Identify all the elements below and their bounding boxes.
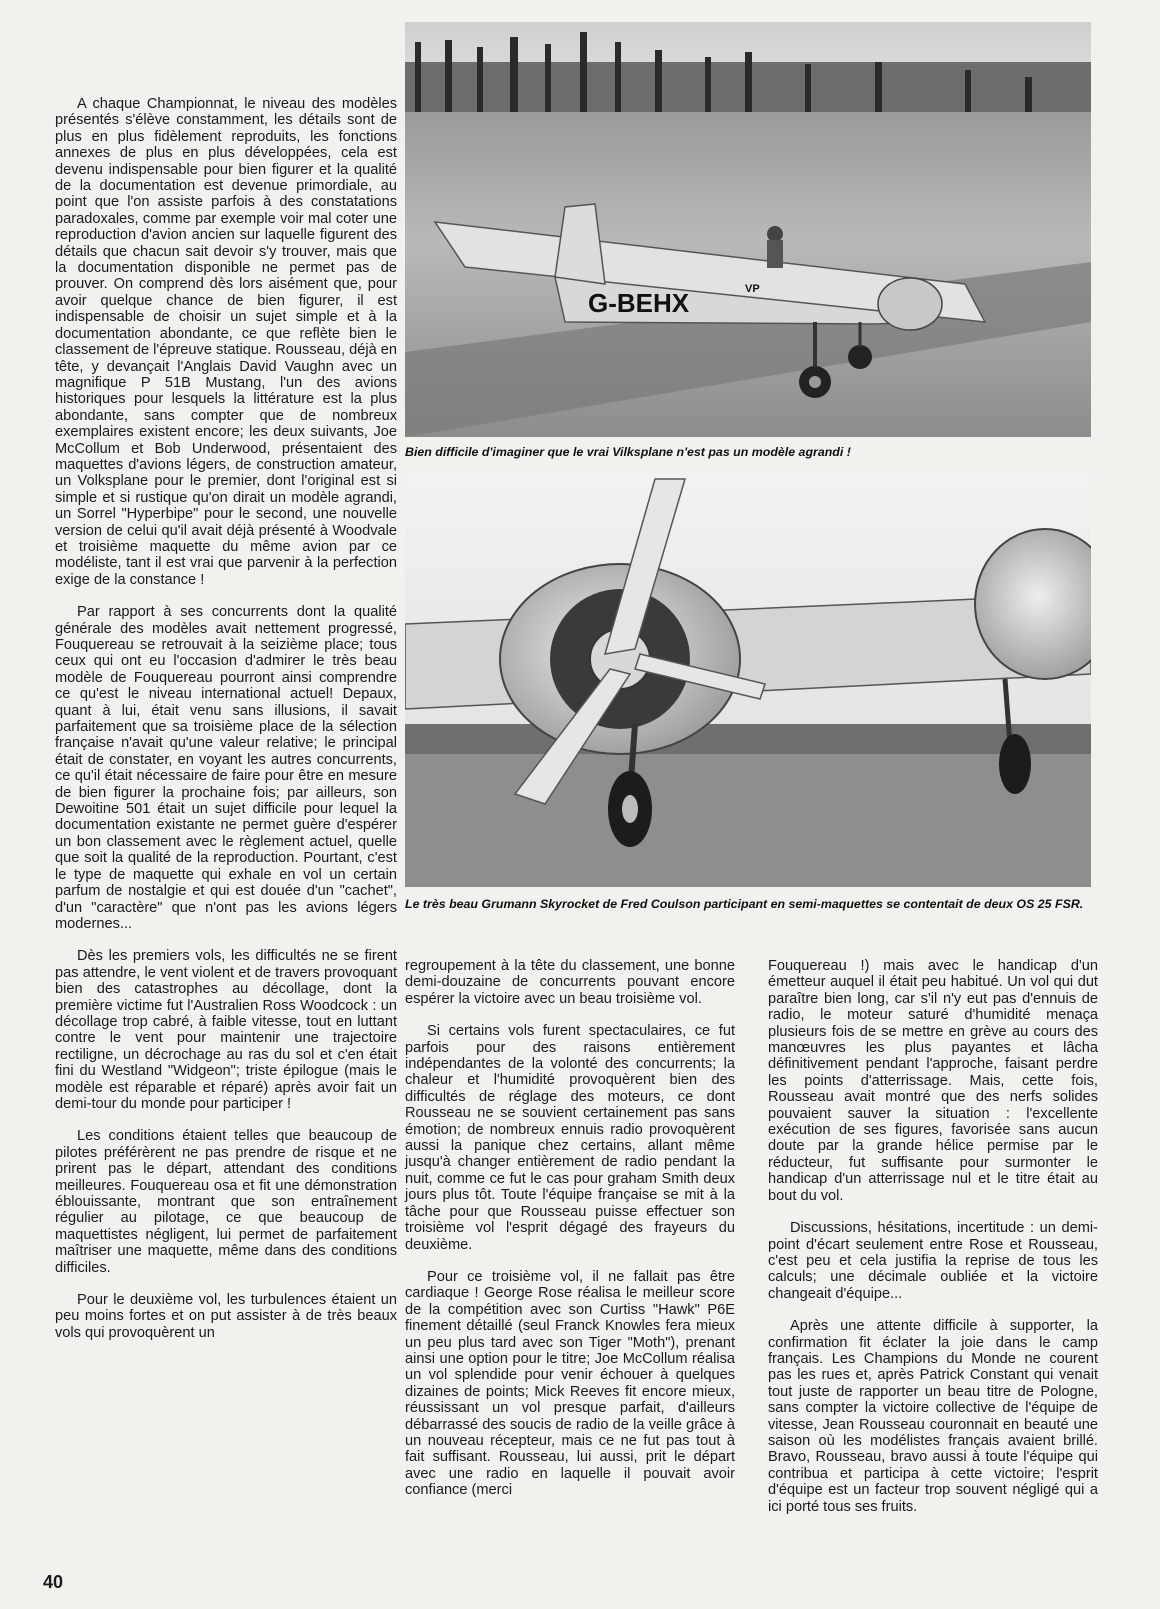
paragraph: Dès les premiers vols, les difficultés ne se firent pas attendre, le vent violent et de travers provoquant bien des catastrophes au décollage, dont la première victime fut l'Australien Ross Woodcock : un décollage trop cabré, à faible vitesse, tout en luttant contre le vent pour maintenir une trajectoire rectiligne, un décrochage au ras du sol et c'en était fini du Westland "Widgeon"; triste épilogue (mais le modèle est réparable et réparé) après avoir fait un demi-tour du monde pour participer ! — [55, 948, 397, 1112]
paragraph: Si certains vols furent spectaculaires, ce fut parfois pour des raisons entièrement indépendantes de la volonté des concurrents; la chaleur et l'humidité provoquèrent bien des difficultés de réglage des moteurs, ce dont Rousseau ne se souvient certainement pas sans émotion; de nombreux ennuis radio provoquèrent aussi la panique chez certains, allant même jusqu'à changer entièrement de radio pendant la nuit, comme ce fut le cas pour graham Smith deux jours plus tôt. Toute l'équipe française se mit à la tâche pour que Rousseau puisse effectuer son troisième vol l'esprit dégagé des frayeurs du deuxième. — [405, 1023, 735, 1253]
registration-marking: G-BEHX — [588, 288, 690, 318]
paragraph: A chaque Championnat, le niveau des modèles présentés s'élève constamment, les détails sont de plus en plus fidèlement reproduits, les fonctions annexes de plus en plus développées, cela est devenu indispensable pour bien figurer et la qualité de la documentation est devenue primordiale, au point que l'on assiste parfois à des constatations paradoxales, comme par exemple voir mal coter une reproduction d'avion ancien sur laquelle figurent des détails que chacun sait devoir s'y trouver, mais que la documentation disponible ne permet pas de prouver. On comprend dès lors aisément que, pour avoir quelque chance de bien figurer, il est indispensable de choisir un sujet simple et à la documentation abondante, ce que reflète bien le classement de l'épreuve statique. Rousseau, déjà en tête, y devançait l'Anglais David Vaughn avec un magnifique P 51B Mustang, l'un des avions historiques pour lesquels la littérature est la plus abondante, sans compter que de nombreux exemplaires existent encore; les deux suivants, Joe McCollum et Bob Underwood, présentaient des maquettes d'avions légers, de construction amateur, un Volksplane pour le premier, dont l'original est si simple et si rustique qu'on dirait un modèle agrandi, un Sorrel "Hyperbipe" pour le second, une nouvelle version de celui qu'il avait déjà présenté à Woodvale et troisième maquette du même avion par ce modéliste, tant il est vrai que parvenir à la perfection exige de la constance ! — [55, 96, 397, 588]
article-column-right — [768, 958, 1098, 1531]
paragraph: Après une attente difficile à supporter, la confirmation fit éclater la joie dans le camp français. Les Champions du Monde ne courent pas les rues et, après Patrick Constant qui venait tout juste de rapporter un beau titre de Pologne, sans compter la victoire collective de l'équipe de vitesse, Jean Rousseau couronnait en beauté une saison où les modélistes français avaient brillé. Bravo, Rousseau, bravo aussi à toute l'équipe qui contribua et participa à cette victoire; l'esprit d'équipe est un facteur trop souvent négligé qui a ici porté tous ses fruits. — [768, 1318, 1098, 1515]
badge-marking: VP — [745, 283, 760, 295]
paragraph: Les conditions étaient telles que beaucoup de pilotes préférèrent ne pas prendre de risque et ne prirent pas le départ, attendant des conditions meilleures. Fouquereau osa et fit une démonstration éblouissante, montrant que son entraînement régulier au pilotage, ce que beaucoup de maquettistes négligent, lui permet de parfaitement maîtriser une maquette, même dans des conditions difficiles. — [55, 1128, 397, 1276]
photo-caption: Le très beau Grumann Skyrocket de Fred Coulson participant en semi-maquettes se contentait de deux OS 25 FSR. — [405, 897, 1084, 911]
paragraph: regroupement à la tête du classement, une bonne demi-douzaine de concurrents pouvant encore espérer la victoire avec un beau troisième vol. — [405, 958, 735, 1007]
photo-volksplane — [405, 22, 1091, 437]
page-number: 40 — [43, 1572, 64, 1592]
skyrocket-illustration — [405, 474, 1091, 887]
paragraph: Discussions, hésitations, incertitude : un demi-point d'écart seulement entre Rose et Rousseau, c'est peu et cela justifia la reprise de tous les calculs; une décimale oubliée et la victoire changeait d'équipe... — [768, 1220, 1098, 1302]
article-column-middle — [405, 958, 735, 1515]
volksplane-illustration — [405, 22, 1091, 437]
paragraph: Pour ce troisième vol, il ne fallait pas être cardiaque ! George Rose réalisa le meilleur score de la compétition avec son Curtiss "Hawk" P6E finement détaillé (seul Franck Knowles fera mieux un peu plus tard avec son Tiger "Moth"), prenant ainsi une option pour le titre; Joe McCollum réalisa un vol splendide pour venir échouer à quelques dizaines de points; Mick Reeves fit encore mieux, réussissant un vol presque parfait, d'ailleurs débarrassé des soucis de radio de la veille grâce à un nouveau récepteur, mais ce ne fut pas tout à fait suffisant. Rousseau, lui aussi, prit le départ avec une radio en laquelle il pouvait avoir confiance (merci — [405, 1268, 735, 1499]
paragraph: Par rapport à ses concurrents dont la qualité générale des modèles avait nettement progressé, Fouquereau se retrouvait à la seizième place; tous ceux qui ont eu l'occasion d'admirer le très beau modèle de Fouquereau pourront ainsi comprendre ce qu'est le niveau international actuel! Depaux, quant à lui, était venu sans illusions, il savait parfaitement que sa troisième place de la sélection française n'avait qu'une valeur relative; le principal était de constater, en voyant les autres concurrents, ce qu'il était nécessaire de faire pour être en mesure de bien figurer la prochaine fois; par ailleurs, son Dewoitine 501 était un sujet difficile pour lequel la documentation existante ne permet guère d'espérer un bon classement avec le règlement actuel, quelle que soit la qualité de la reproduction. Pourtant, c'est le type de maquette qui exhale en vol un certain parfum de nostalgie et qui est douée d'un "cachet", d'un "caractère" que n'ont pas les avions légers modernes... — [55, 604, 397, 932]
photo-caption: Bien difficile d'imaginer que le vrai Vilksplane n'est pas un modèle agrandi ! — [405, 445, 851, 459]
paragraph: Pour le deuxième vol, les turbulences étaient un peu moins fortes et on put assister à de très beaux vols qui provoquèrent un — [55, 1292, 397, 1341]
article-column-left — [55, 96, 397, 1357]
photo-skyrocket — [405, 474, 1091, 887]
paragraph: Fouquereau !) mais avec le handicap d'un émetteur auquel il était peu habitué. Un vol qui dut paraître bien long, car s'il n'y eut pas d'ennuis de radio, le moteur saturé d'humidité menaça plusieurs fois de se mettre en grève au cours des manœuvres les plus payantes et lâcha définitivement pendant l'approche, faisant perdre les points d'atterrissage. Mais, cette fois, Rousseau avait montré que des nerfs solides pouvaient sauver la situation : l'excellente exécution de ses figures, favorisée sans aucun doute par la grande hélice permise par le réducteur, fut suffisante pour surmonter le handicap d'un atterrissage nul et le titre était au bout du vol. — [768, 958, 1098, 1204]
